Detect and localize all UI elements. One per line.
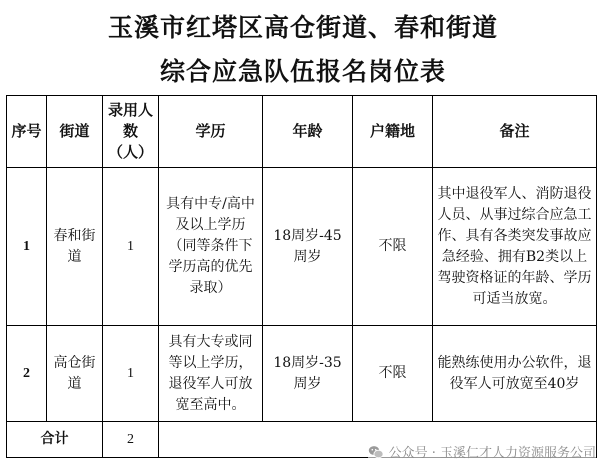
row-hukou: 不限 — [353, 326, 433, 422]
row-street: 高仓街道 — [47, 326, 103, 422]
header-age: 年龄 — [263, 96, 353, 168]
header-seq: 序号 — [7, 96, 47, 168]
total-value: 2 — [103, 422, 159, 458]
header-row — [7, 96, 597, 168]
total-empty-cell — [159, 422, 263, 458]
header-hukou: 户籍地 — [353, 96, 433, 168]
header-education: 学历 — [159, 96, 263, 168]
row-count: 1 — [103, 326, 159, 422]
doc-title-line1: 玉溪市红塔区高仓街道、春和街道 — [107, 13, 498, 42]
row-age: 18周岁-45周岁 — [263, 168, 353, 326]
table-row — [7, 168, 597, 326]
row-note: 能熟练使用办公软件，退役军人可放宽至40岁 — [433, 326, 597, 422]
row-education: 具有大专或同等以上学历，退役军人可放宽至高中。 — [159, 326, 263, 422]
header-count: 录用人数（人） — [103, 96, 159, 168]
row-hukou: 不限 — [353, 168, 433, 326]
watermark-text: 公众号 · 玉溪仁才人力资源服务公司 — [388, 446, 596, 461]
doc-title-line2: 综合应急队伍报名岗位表 — [159, 57, 446, 86]
table-row — [7, 326, 597, 422]
row-seq: 2 — [7, 326, 47, 422]
header-note: 备注 — [433, 96, 597, 168]
row-note: 其中退役军人、消防退役人员、从事过综合应急工作、具有各类突发事故应急经验、拥有B2类以上驾驶资格证的年龄、学历可适当放宽。 — [433, 168, 597, 326]
row-seq: 1 — [7, 168, 47, 326]
watermark — [368, 442, 596, 461]
row-education: 具有中专/高中及以上学历（同等条件下学历高的优先录取） — [159, 168, 263, 326]
row-street: 春和街道 — [47, 168, 103, 326]
total-label: 合计 — [7, 422, 103, 458]
positions-table — [6, 95, 597, 458]
header-street: 街道 — [47, 96, 103, 168]
row-age: 18周岁-35周岁 — [263, 326, 353, 422]
row-count: 1 — [103, 168, 159, 326]
wechat-icon — [368, 444, 384, 460]
